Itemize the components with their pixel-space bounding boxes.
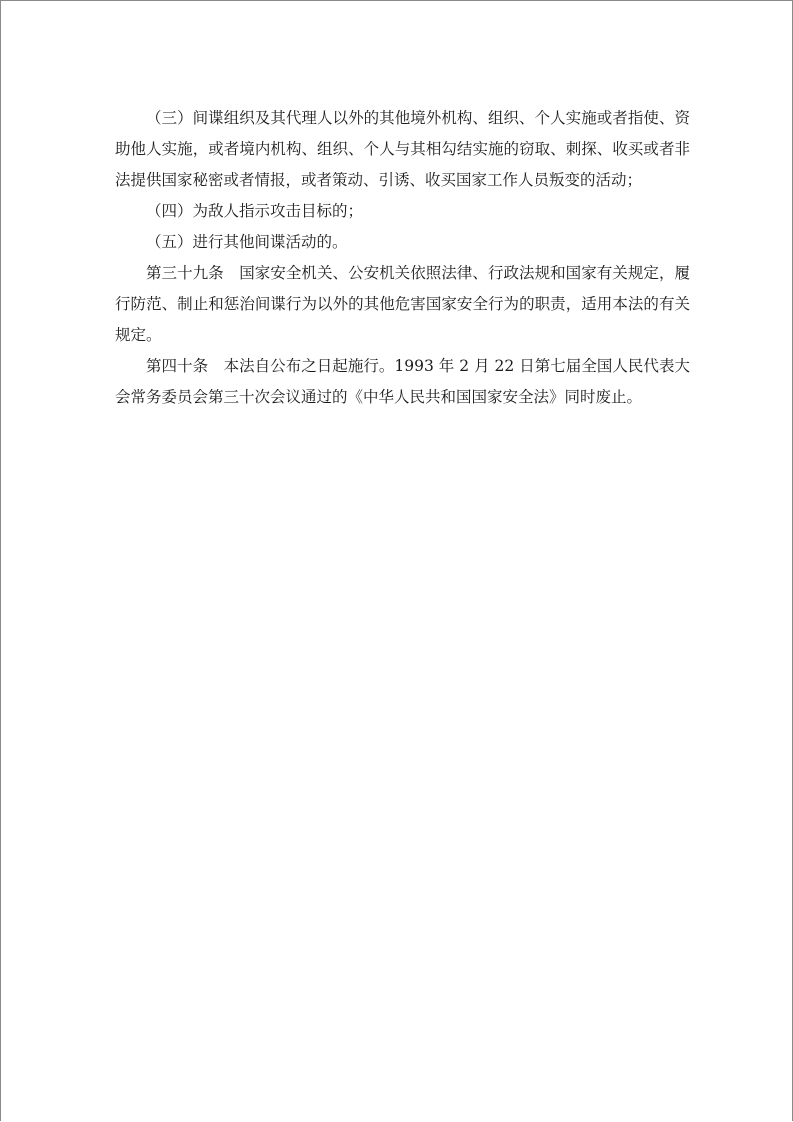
paragraph-article-39	[115, 258, 690, 351]
article-39-text: 国家安全机关、公安机关依照法律、行政法规和国家有关规定，履行防范、制止和惩治间谍行为以外的其他危害国家安全行为的职责，适用本法的有关规定。	[115, 264, 690, 344]
document-body	[115, 103, 690, 413]
clause-5-text: （五）进行其他间谍活动的。	[146, 233, 348, 251]
article-40-text: 本法自公布之日起施行。1993 年 2 月 22 日第七届全国人民代表大会常务委员会第三十次会议通过的《中华人民共和国国家安全法》同时废止。	[115, 357, 690, 406]
paragraph-clause-5	[115, 227, 690, 258]
clause-3-text: （三）间谍组织及其代理人以外的其他境外机构、组织、个人实施或者指使、资助他人实施，或者境内机构、组织、个人与其相勾结实施的窃取、刺探、收买或者非法提供国家秘密或者情报，或者策动、引诱、收买国家工作人员叛变的活动；	[115, 109, 690, 189]
article-39-number: 第三十九条	[146, 264, 224, 282]
paragraph-clause-3	[115, 103, 690, 196]
article-40-number: 第四十条	[146, 357, 209, 375]
paragraph-clause-4	[115, 196, 690, 227]
clause-4-text: （四）为敌人指示攻击目标的；	[146, 202, 364, 220]
paragraph-article-40	[115, 351, 690, 413]
